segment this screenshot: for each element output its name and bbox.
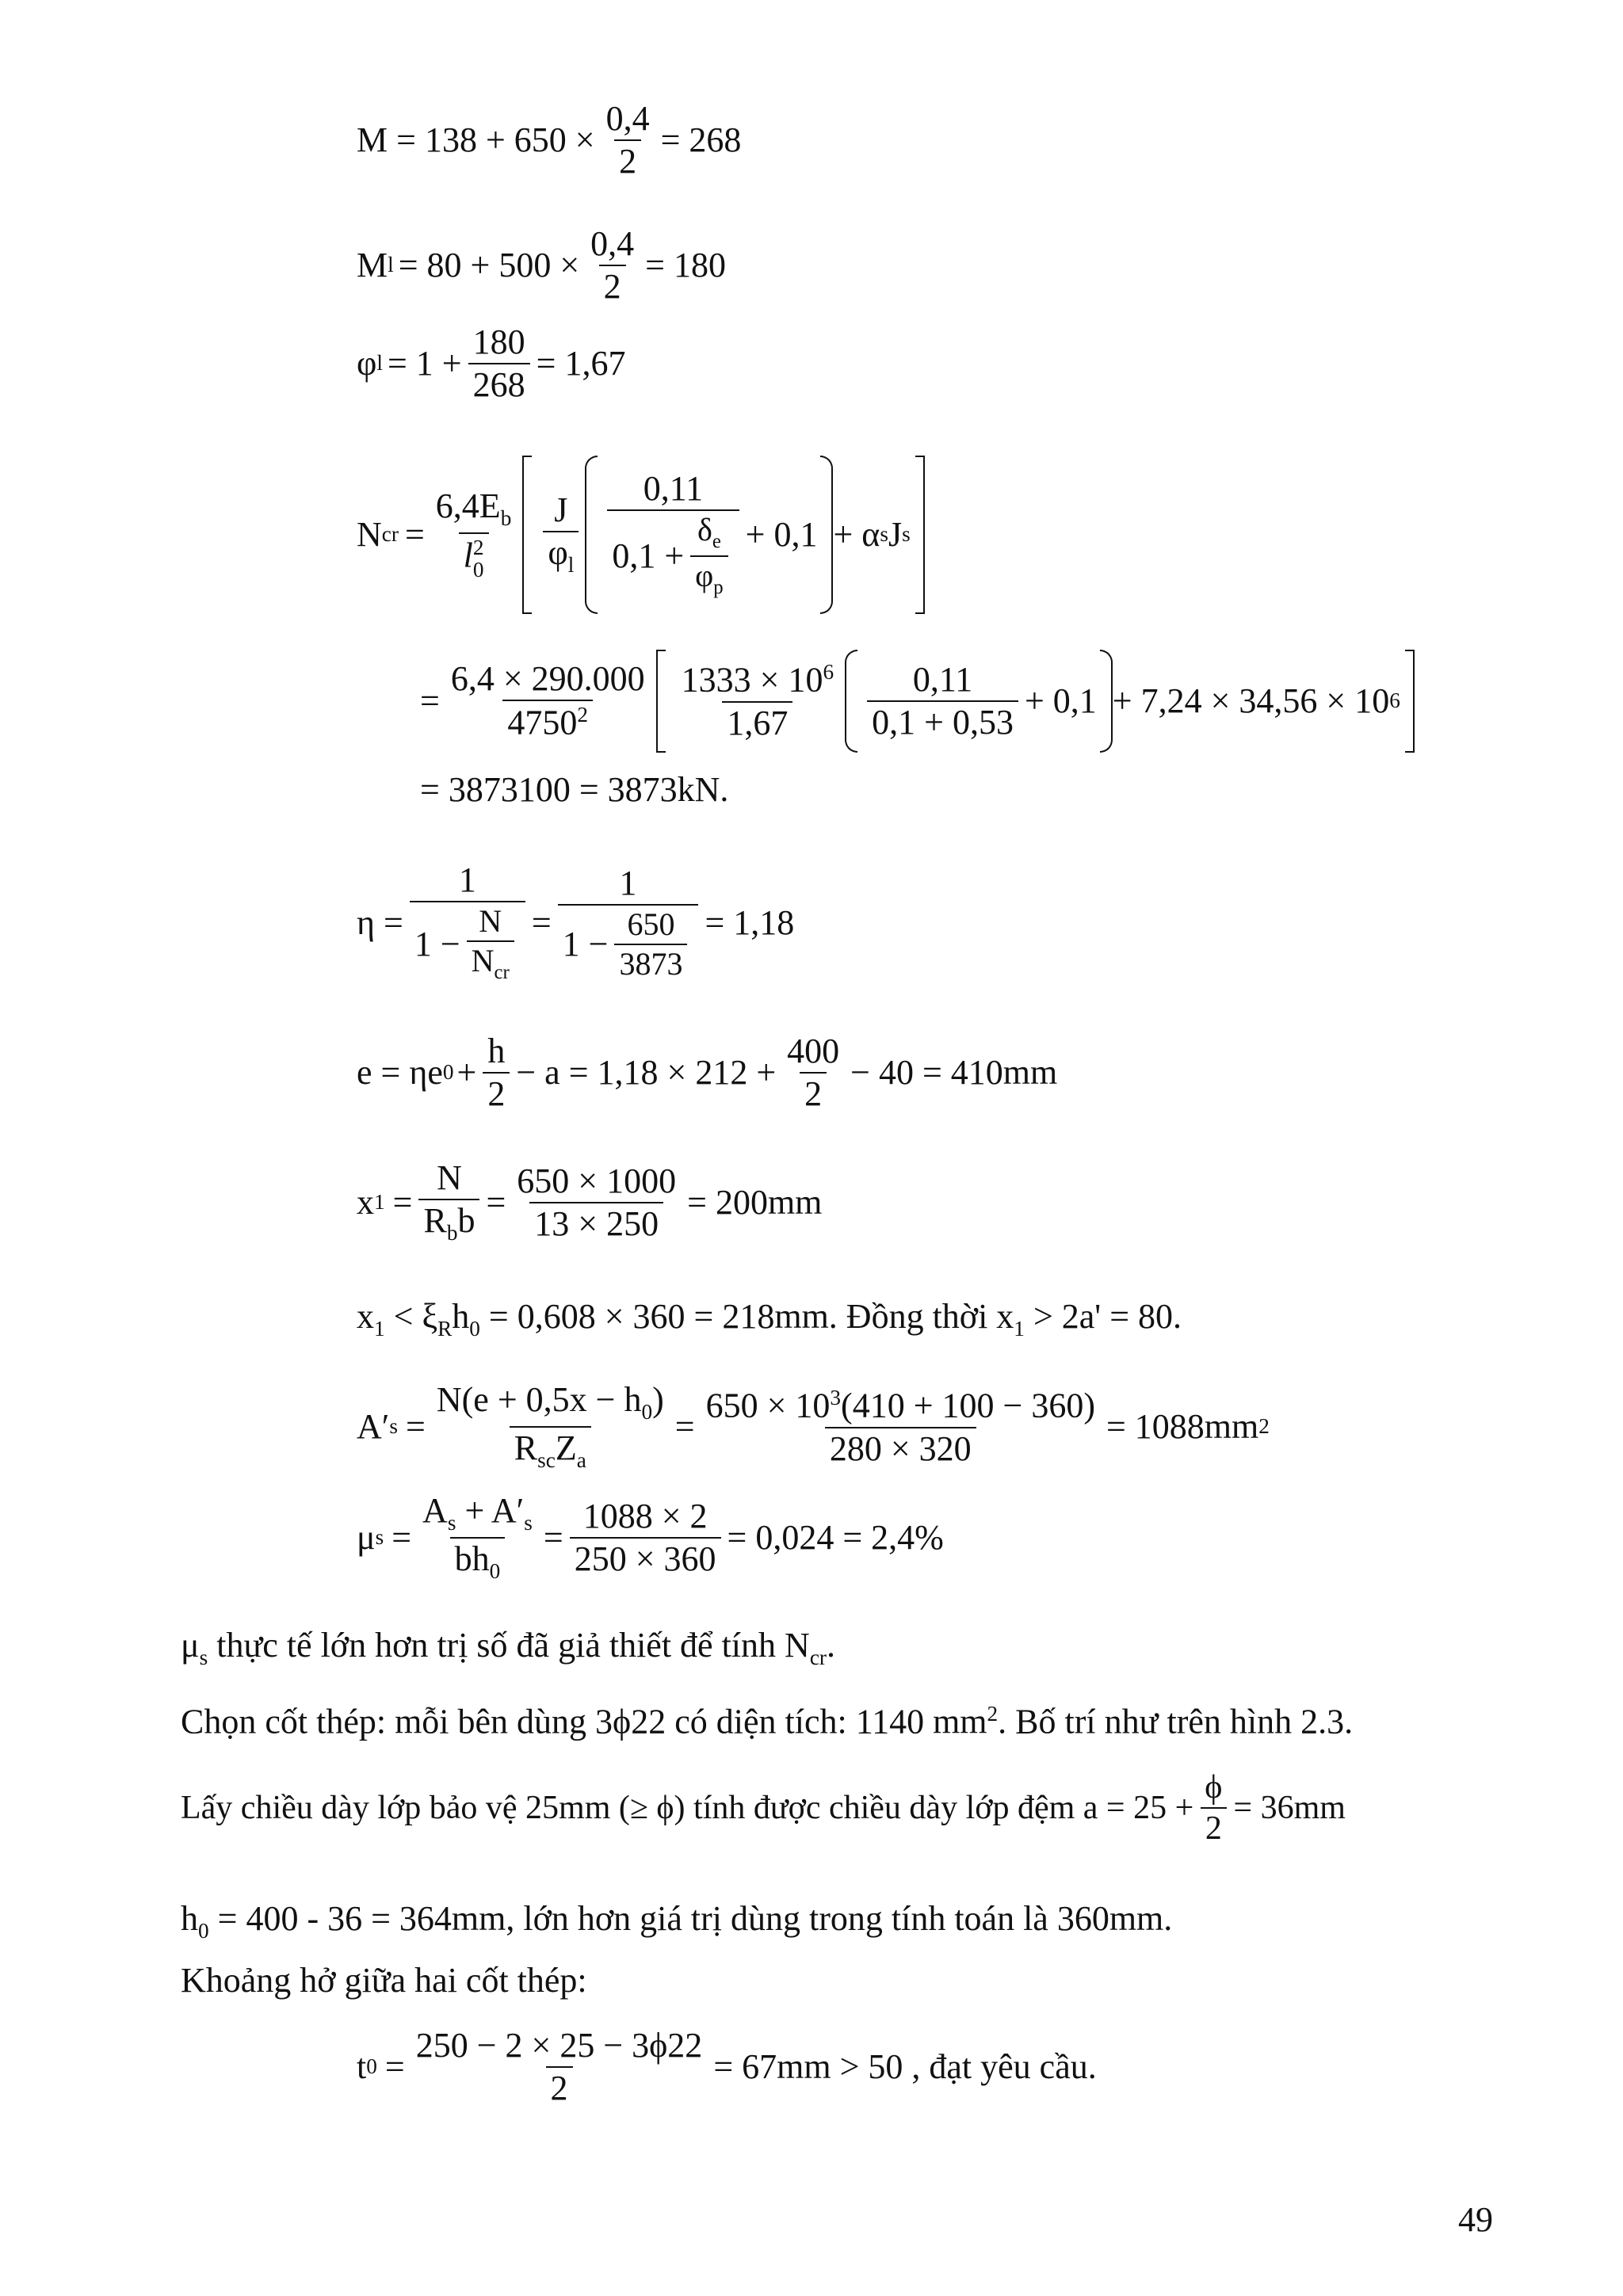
rhs-sup: 2: [1258, 1414, 1270, 1439]
J-term: J: [888, 515, 903, 554]
fraction: [512, 1161, 681, 1243]
eq-lhs-sub: s: [389, 1414, 399, 1439]
num-sup: 3: [830, 1386, 842, 1410]
fraction-denominator: 280 × 320: [825, 1427, 976, 1466]
inner-numerator: J: [554, 490, 568, 530]
equation-Ncr-substitution: [420, 650, 1415, 753]
equals-sign: =: [420, 681, 440, 720]
eq-lhs: A′: [357, 1407, 390, 1447]
fraction-denominator: 13 × 250: [529, 1202, 663, 1241]
fraction: [432, 1380, 669, 1472]
phi-sub: p: [713, 577, 724, 598]
equation-Ncr-result: = 3873100 = 3873kN.: [420, 770, 729, 809]
fraction-numerator: ϕ: [1205, 1769, 1223, 1806]
fraction-numerator: 180: [472, 322, 525, 361]
equation-Ncr-formula: [357, 456, 925, 614]
left-bracket: [522, 456, 532, 614]
eq-lhs-sub: 0: [442, 1060, 454, 1085]
den-tail: Z: [555, 1428, 577, 1468]
nested-numerator: 0,11: [643, 469, 704, 509]
fraction-numerator: 400: [787, 1032, 840, 1070]
fraction: [782, 1034, 844, 1112]
eq-lhs: M = 138 + 650 ×: [357, 120, 595, 159]
den-prefix: 1 −: [562, 925, 609, 963]
eq-rhs: = 0,024 = 2,4%: [727, 1518, 944, 1558]
fraction-numerator: 1: [458, 860, 476, 900]
den-prefix: 1 −: [414, 924, 460, 963]
num-sub: s: [447, 1510, 456, 1535]
text: h: [181, 1899, 198, 1938]
equals-sign: =: [486, 1182, 506, 1222]
equals-sign: =: [392, 1182, 413, 1222]
eq-lhs: N: [357, 515, 382, 554]
eq-mid: − a = 1,18 × 212 +: [516, 1053, 777, 1092]
fraction: [607, 471, 739, 598]
eq-lhs-sub: l: [388, 253, 394, 277]
sub: 0: [469, 1316, 480, 1341]
eq-lhs: φ: [357, 344, 377, 383]
fraction-denominator: R: [514, 1428, 538, 1468]
fraction: [558, 866, 699, 980]
num-mid: + A′: [456, 1491, 525, 1530]
eq-rhs: = 1,18: [705, 903, 795, 942]
text: > 2a' = 80.: [1024, 1297, 1182, 1336]
paragraph: [181, 1771, 1346, 1845]
fraction-numerator: 0,4: [605, 99, 650, 138]
fraction-denominator: bh: [454, 1539, 490, 1579]
fraction: [467, 903, 514, 984]
eq-mid: = 80 + 500 ×: [398, 246, 580, 284]
equals-sign: =: [543, 1518, 563, 1558]
eq-rhs: = 1,67: [536, 344, 626, 383]
den-sub: b: [446, 1220, 458, 1245]
fraction-denominator: 2: [1201, 1807, 1227, 1845]
equation-t0: [357, 2028, 1097, 2106]
sub: R: [437, 1316, 453, 1341]
den-sub: 0: [472, 557, 484, 582]
num-tail: (410 + 100 − 360): [841, 1386, 1095, 1425]
eq-rhs: = 1088mm: [1106, 1407, 1259, 1447]
fraction-denominator: 4750: [507, 703, 578, 742]
eq-rhs: − 40 = 410mm: [850, 1053, 1058, 1092]
N-denominator: N: [471, 943, 495, 979]
fraction-numerator: 250 − 2 × 25 − 3ϕ22: [415, 2026, 703, 2065]
equation-phi-l: [357, 322, 626, 404]
N-numerator: N: [479, 903, 502, 940]
equation-As-prime: [357, 1380, 1270, 1472]
fraction-denominator: 2: [800, 1072, 827, 1112]
delta: δ: [697, 512, 712, 548]
equation-x1: [357, 1158, 823, 1245]
left-paren: [585, 456, 598, 614]
eq-lhs: M: [357, 246, 388, 284]
plus-alpha: + α: [833, 515, 880, 554]
right-paren: [820, 456, 833, 614]
text: x: [357, 1297, 374, 1336]
fraction: [570, 1499, 721, 1577]
fraction: [411, 2028, 708, 2106]
fraction-numerator: 6,4 × 290.000: [450, 659, 645, 699]
fraction: [701, 1387, 1100, 1466]
nested-numerator: 0,11: [912, 660, 973, 699]
equals-sign: =: [531, 903, 552, 942]
alpha-sub: s: [880, 522, 888, 547]
text: thực tế lớn hơn trị số đã giả thiết để tính N: [208, 1626, 810, 1665]
inner-num-sup: 6: [823, 660, 834, 685]
fraction-numerator: 1088 × 2: [582, 1497, 708, 1536]
equation-mu-s: [357, 1493, 944, 1582]
fraction: [410, 860, 525, 984]
fraction: [601, 101, 655, 179]
right-paren: [1100, 650, 1113, 753]
paragraph: [181, 1901, 1172, 1942]
eq-lhs: e = ηe: [357, 1053, 443, 1092]
fraction: [418, 1493, 537, 1582]
eq-lhs: x: [357, 1182, 374, 1222]
paragraph: [181, 1703, 1353, 1740]
fraction: [690, 514, 728, 598]
equals-sign: =: [404, 515, 425, 554]
fraction-denominator: 2: [599, 265, 626, 304]
den-sup: 2: [472, 536, 484, 560]
fraction-denominator: l: [463, 536, 473, 575]
den-sub: 0: [489, 1558, 501, 1583]
inner-den-sub: l: [567, 553, 575, 578]
fraction-denominator: 2: [483, 1072, 510, 1112]
equation-Ml: [357, 224, 726, 306]
cr-sub: cr: [494, 962, 510, 984]
eq-lhs: t: [357, 2047, 367, 2086]
equals-sign: =: [391, 1518, 412, 1558]
text: = 0,608 × 360 = 218mm. Đồng thời x: [479, 1297, 1014, 1336]
equation-e: [357, 1034, 1057, 1112]
inner-denominator: 1,67: [722, 701, 792, 741]
inner-denominator: φ: [548, 533, 568, 573]
text: Chọn cốt thép: mỗi bên dùng 3ϕ22 có diện tích: 1140 mm: [181, 1702, 987, 1741]
fraction-denominator: R: [423, 1201, 447, 1240]
fraction: [1200, 1771, 1227, 1845]
fraction-numerator: 6,4E: [435, 486, 501, 526]
text: . Bố trí như trên hình 2.3.: [998, 1702, 1354, 1741]
sub: 1: [1014, 1316, 1025, 1341]
plus-term: + 0,1: [745, 515, 818, 554]
nested-denominator: 0,1 +: [612, 536, 685, 575]
text: μ: [181, 1626, 200, 1665]
eq-lhs: μ: [357, 1518, 376, 1558]
fraction: [677, 662, 838, 741]
condition-line: [357, 1299, 1182, 1340]
sub: 0: [198, 1918, 209, 1943]
equals-sign: =: [384, 2047, 405, 2086]
eq-lhs-sub: cr: [381, 522, 399, 547]
right-bracket: [915, 456, 925, 614]
fraction-numerator: N(e + 0,5x − h: [436, 1380, 642, 1419]
inner-numerator: 1333 × 10: [681, 660, 823, 700]
sub: 1: [374, 1316, 385, 1341]
eq-lhs-sub: l: [376, 351, 383, 376]
num-sub: 0: [641, 1399, 653, 1424]
fraction-denominator: 2: [546, 2066, 573, 2106]
num-tail: ): [652, 1380, 664, 1419]
fraction: [543, 490, 579, 578]
fraction-denominator: 2: [614, 139, 641, 179]
num-sub: s: [524, 1510, 533, 1535]
fraction: [468, 322, 530, 404]
fraction: [431, 486, 517, 582]
fraction-numerator: 650 × 10: [705, 1386, 831, 1425]
paragraph: [181, 1628, 835, 1669]
text: < ξ: [384, 1297, 438, 1336]
fraction: [446, 659, 650, 742]
fraction: [867, 662, 1018, 740]
sub: s: [199, 1645, 208, 1669]
equation-eta: [357, 856, 794, 990]
nested-denominator: 0,1 + 0,53: [867, 700, 1018, 740]
den-sup: 2: [577, 703, 589, 727]
value-denominator: 3873: [614, 944, 687, 980]
phi: φ: [695, 558, 714, 593]
fraction-numerator: A: [422, 1491, 448, 1530]
value-numerator: 650: [627, 906, 675, 942]
right-bracket: [1405, 650, 1415, 753]
numerator-sub: b: [500, 505, 512, 530]
fraction-numerator: 1: [619, 864, 637, 902]
plus-sign: +: [456, 1053, 477, 1092]
den-tail: b: [457, 1201, 475, 1240]
fraction-denominator: 268: [468, 363, 530, 402]
plus-term: + 0,1: [1024, 681, 1097, 720]
text: = 36mm: [1233, 1790, 1346, 1826]
eq-lhs: η =: [357, 903, 403, 942]
eq-lhs-sub: 1: [374, 1189, 385, 1214]
text: h: [452, 1297, 470, 1336]
equation-M: [357, 101, 741, 179]
text: Lấy chiều dày lớp bảo vệ 25mm (≥ ϕ) tính được chiều dày lớp đệm a = 25 +: [181, 1790, 1194, 1826]
eq-rhs: = 268: [660, 120, 742, 159]
paragraph: Khoảng hở giữa hai cốt thép:: [181, 1961, 587, 2000]
eq-mid: = 1 +: [387, 344, 462, 383]
tail-term: + 7,24 × 34,56 × 10: [1112, 681, 1390, 720]
eq-lhs-sub: 0: [366, 2054, 377, 2079]
fraction-denominator: 250 × 360: [570, 1537, 721, 1577]
fraction-numerator: 650 × 1000: [517, 1161, 677, 1200]
fraction: [483, 1034, 510, 1112]
eq-lhs-sub: s: [375, 1525, 384, 1550]
sup: 2: [987, 1702, 999, 1726]
J-sub: s: [902, 522, 911, 547]
sub: cr: [809, 1645, 827, 1669]
eq-rhs: = 180: [645, 246, 726, 284]
left-paren: [845, 650, 857, 753]
fraction: [586, 224, 639, 306]
fraction-numerator: h: [487, 1032, 506, 1070]
fraction: [614, 906, 687, 982]
fraction: [418, 1158, 479, 1245]
fraction-numerator: N: [437, 1158, 462, 1197]
page-number: 49: [1458, 2200, 1493, 2239]
delta-sub: e: [712, 531, 721, 553]
den-tail-sub: a: [576, 1447, 586, 1472]
text: = 400 - 36 = 364mm, lớn hơn giá trị dùng trong tính toán là 360mm.: [208, 1899, 1173, 1938]
eq-rhs: = 200mm: [687, 1182, 823, 1222]
equals-sign: =: [674, 1407, 695, 1447]
den-sub: sc: [537, 1447, 556, 1472]
left-bracket: [656, 650, 666, 753]
equals-sign: =: [406, 1407, 426, 1447]
eq-rhs: = 67mm > 50 , đạt yêu cầu.: [713, 2047, 1097, 2086]
fraction-numerator: 0,4: [590, 224, 635, 263]
text: .: [827, 1626, 835, 1665]
tail-sup: 6: [1389, 688, 1400, 713]
